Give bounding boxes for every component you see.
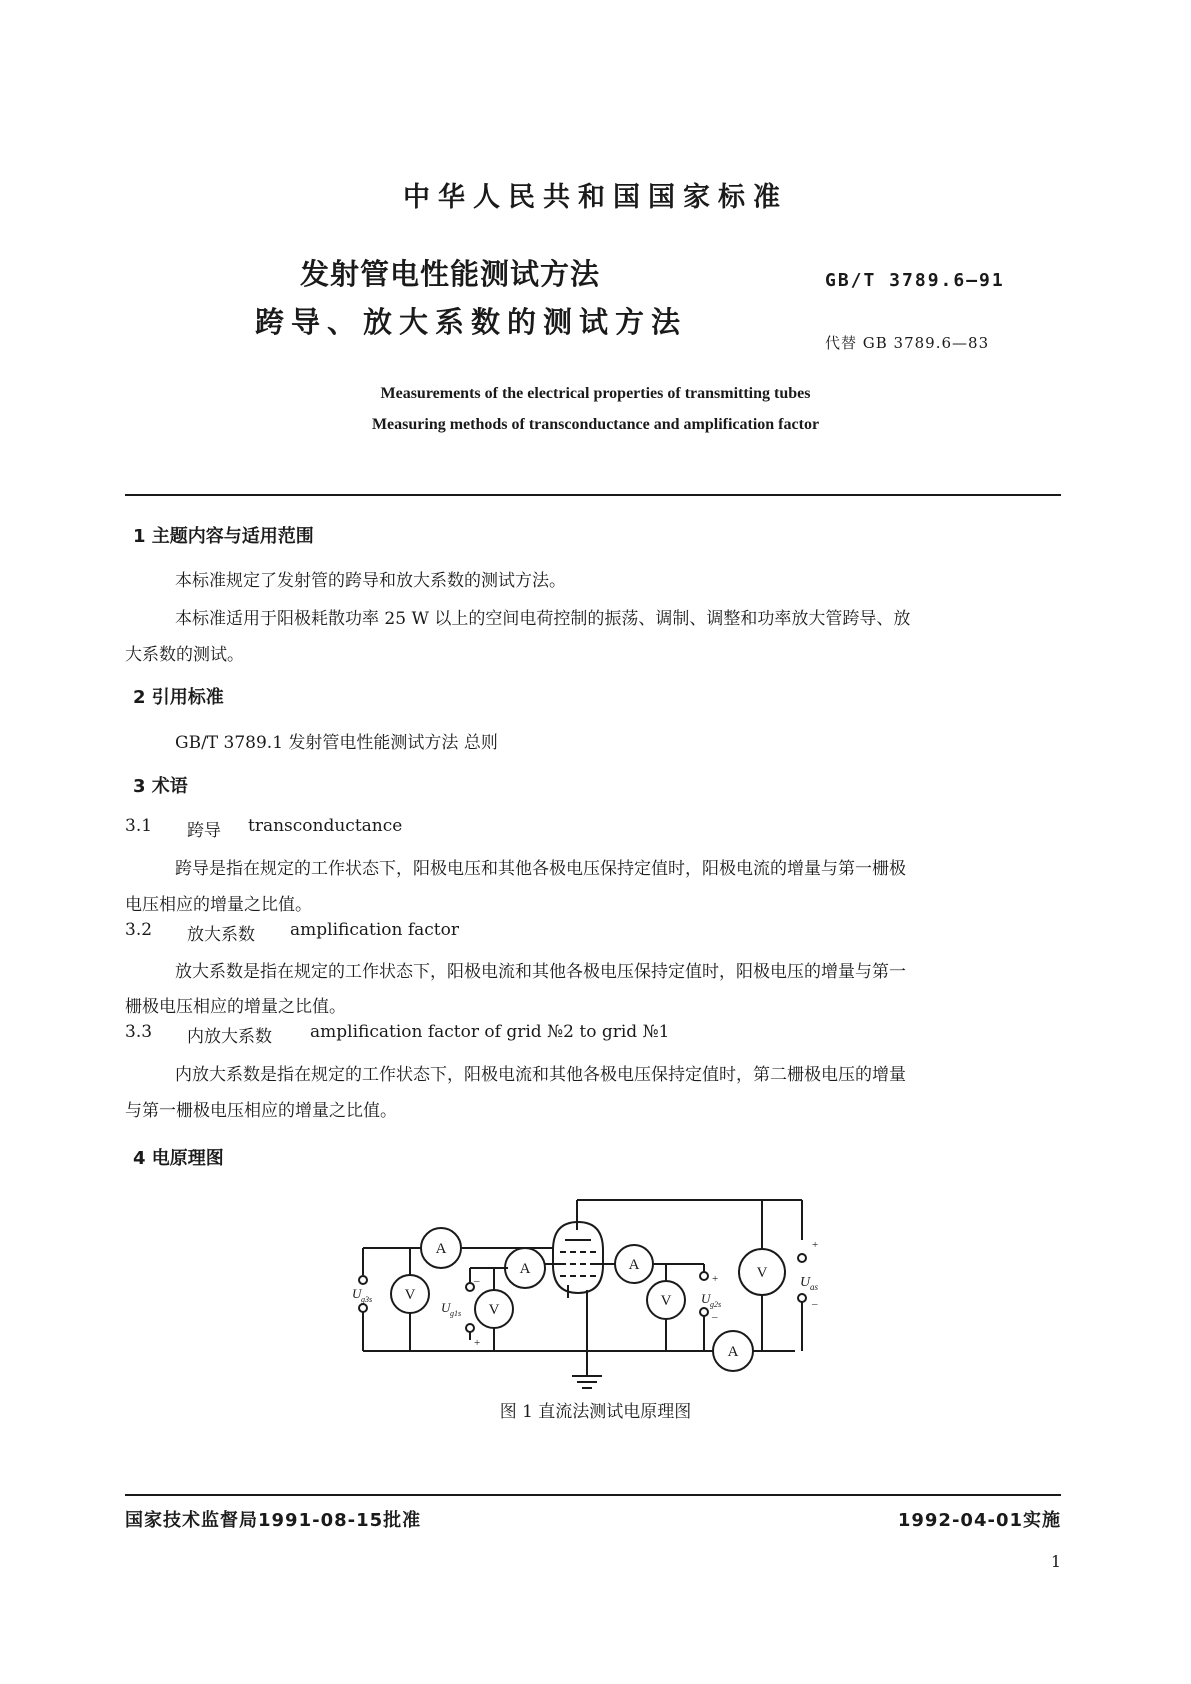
grid-2-minus-sign: – [712, 1311, 718, 1323]
ug2-subscript: g2s [710, 1300, 722, 1309]
anode-loop [577, 1200, 802, 1351]
section-2-heading: 2 引用标准 [133, 687, 224, 708]
term-3-number: 3.3 [125, 1022, 153, 1042]
grid-1-plus-sign: + [474, 1337, 481, 1349]
term-2-english: amplification factor [290, 920, 460, 940]
ua-subscript: as [810, 1282, 819, 1292]
grid-1-minus-sign: – [474, 1275, 480, 1287]
grid-2-plus-sign: + [712, 1273, 719, 1285]
national-standard-heading: 中华人民共和国国家标准 [403, 182, 788, 213]
ammeter-anode-label: A [727, 1344, 739, 1360]
term-3-definition-line-2: 与第一栅极电压相应的增量之比值。 [125, 1101, 397, 1121]
term-2-definition-line-2: 栅极电压相应的增量之比值。 [125, 997, 346, 1017]
section-1-heading: 1 主题内容与适用范围 [133, 526, 314, 547]
section-4-heading: 4 电原理图 [133, 1148, 224, 1169]
term-1-definition-line-1: 跨导是指在规定的工作状态下，阳极电压和其他各极电压保持定值时，阳极电流的增量与第一栅极 [175, 859, 906, 879]
term-3-name: 内放大系数 [187, 1027, 272, 1047]
ammeter-grid-1-label: A [519, 1261, 531, 1277]
term-2-name: 放大系数 [187, 925, 255, 945]
electron-tube [553, 1222, 603, 1351]
ua-label: U [800, 1275, 811, 1290]
english-title-line-2: Measuring methods of transconductance and amplification factor [371, 416, 820, 433]
implementation-date: 1992-04-01实施 [897, 1510, 1061, 1531]
ug2-label: U [701, 1291, 711, 1306]
figure-caption: 图 1 直流法测试电原理图 [499, 1402, 692, 1422]
term-1-definition-line-2: 电压相应的增量之比值。 [125, 895, 312, 915]
title-line-2: 跨导、放大系数的测试方法 [255, 305, 688, 339]
ammeter-grid-2-label: A [628, 1257, 640, 1273]
term-3-english: amplification factor of grid №2 to grid №1 [310, 1022, 670, 1042]
standard-code: GB/T 3789.6—91 [825, 270, 1005, 291]
page-number: 1 [1050, 1552, 1061, 1571]
term-1-number: 3.1 [125, 816, 153, 836]
grid-2-branch [596, 1264, 704, 1351]
term-1-english: transconductance [248, 816, 403, 836]
section-1-paragraph-2-line-2: 大系数的测试。 [125, 645, 244, 665]
ug3-label: U [352, 1286, 362, 1301]
english-title-line-1: Measurements of the electrical properties of transmitting tubes [380, 385, 811, 402]
term-2-number: 3.2 [125, 920, 153, 940]
ug1-label: U [441, 1300, 451, 1315]
voltmeter-grid-2-label: V [660, 1293, 672, 1309]
footer-divider [125, 1494, 1061, 1496]
approval-date: 国家技术监督局1991-08-15批准 [125, 1510, 422, 1531]
voltmeter-grid-1-label: V [488, 1302, 500, 1318]
voltmeter-anode-label: V [756, 1265, 768, 1281]
section-1-paragraph-2-line-1: 本标准适用于阳极耗散功率 25 W 以上的空间电荷控制的振荡、调制、调整和功率放大管跨导、放 [175, 609, 911, 629]
anode-minus-sign: – [812, 1298, 818, 1310]
replaces-standard: 代替 GB 3789.6—83 [825, 334, 990, 352]
grid-1-branch [470, 1264, 560, 1351]
term-2-definition-line-1: 放大系数是指在规定的工作状态下，阳极电流和其他各极电压保持定值时，阳极电压的增量与第一 [175, 962, 906, 982]
referenced-standard: GB/T 3789.1 发射管电性能测试方法 总则 [175, 733, 498, 753]
term-1-name: 跨导 [187, 821, 221, 841]
term-3-definition-line-1: 内放大系数是指在规定的工作状态下，阳极电流和其他各极电压保持定值时，第二栅极电压的增量 [175, 1065, 906, 1085]
title-line-1: 发射管电性能测试方法 [300, 257, 601, 291]
ug1-subscript: g1s [450, 1309, 462, 1318]
ammeter-grid-3-label: A [435, 1241, 447, 1257]
ug3-subscript: g3s [361, 1295, 373, 1304]
voltmeter-grid-3-label: V [404, 1287, 416, 1303]
section-3-heading: 3 术语 [133, 776, 188, 797]
anode-plus-sign: + [812, 1239, 819, 1251]
section-1-paragraph-1: 本标准规定了发射管的跨导和放大系数的测试方法。 [175, 571, 566, 591]
